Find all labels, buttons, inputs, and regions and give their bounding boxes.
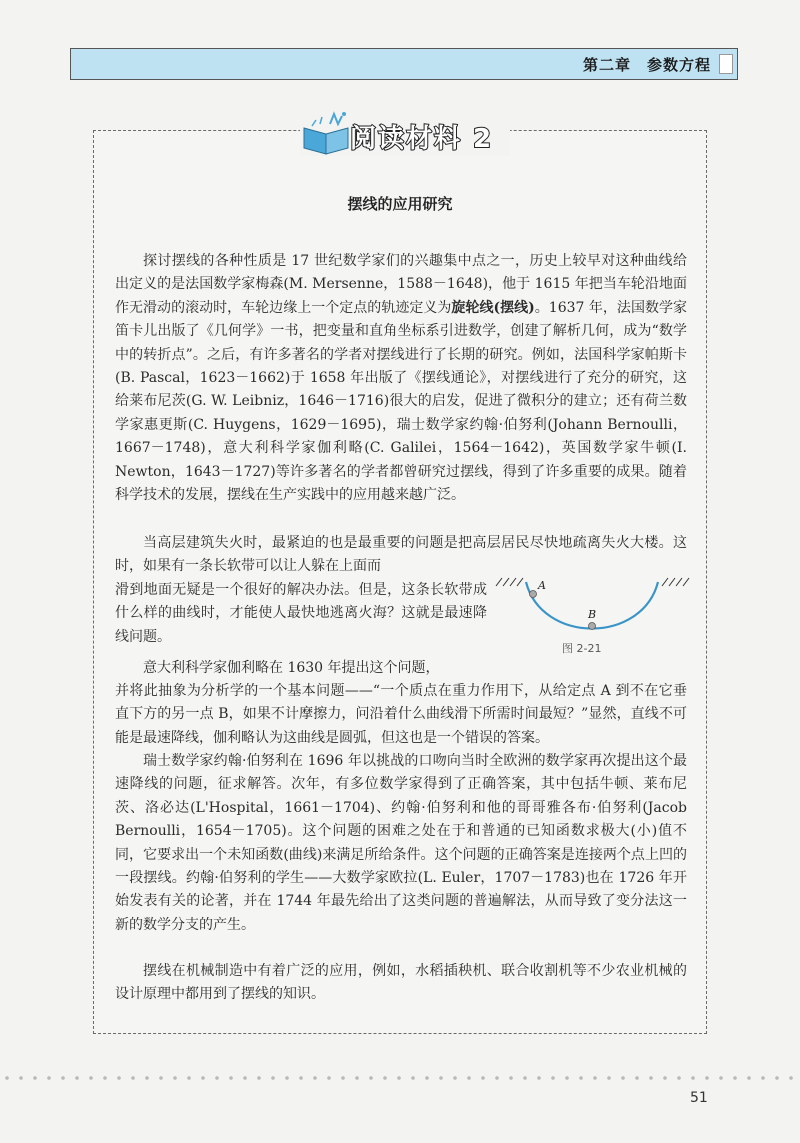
reading-material-banner [300,110,510,156]
page-number: 51 [690,1090,708,1106]
chapter-header-bar [70,48,738,80]
paragraph-1-part-a: 探讨摆线的各种性质是 17 世纪数学家们的兴趣集中点之一，历史上较早对这种曲线给出定义的是法国数学家梅森(M. Mersenne，1588－1648)，他于 1615 年把当车轮沿地面作无滑动的滚动时，车轮边缘上一个定点的轨迹定义为 [115,253,687,316]
article-title: 摆线的应用研究 [347,195,453,213]
paragraph-1-part-b: 。1637 年，法国数学家笛卡儿出版了《几何学》一书，把变量和直角坐标系引进数学，创建了解析几何，成为“数学中的转折点”。之后，有许多著名的学者对摆线进行了长期的研究。例如，法国科学家帕斯卡(B. Pascal，1623－1662)于 1658 年出版了《摆线通论》，对摆线进行了充分的研究，这给莱布尼茨(G. W. Leibniz，1646－1716)很大的启发，促进了微积分的建立；还有荷兰数学家惠更斯(C. Huygens，1629－1695)，瑞士数学家约翰·伯努利(Johann Bernoulli，1667－1748)，意大利科学家伽利略(C. Galilei，1564－1642)，英国数学家牛顿(I. Newton，1643－1727)等许多著名的学者都曾研究过摆线，得到了许多重要的成果。随着科学技术的发展，摆线在生产实践中的应用越来越广泛。 [115,299,687,504]
paragraph-4: 并将此抽象为分析学的一个基本问题——“一个质点在重力作用下，从给定点 A 到不在它垂直下方的另一点 B，如果不计摩擦力，问沿着什么曲线滑下所需时间最短？”显然，直线不可能是最速降线，伽利略认为这曲线是圆弧，但这也是一个错误的答案。 [115,683,687,746]
paragraph-5: 瑞士数学家约翰·伯努利在 1696 年以挑战的口吻向当时全欧洲的数学家再次提出这个最速降线的问题，征求解答。次年，有多位数学家得到了正确答案，其中包括牛顿、莱布尼茨、洛必达(L'Hospital，1661－1704)、约翰·伯努利和他的哥哥雅各布·伯努利(Jacob Bernoulli，1654－1705)。这个问题的困难之处在于和普通的已知函数求极大(小)值不同，它要求出一个未知函数(曲线)来满足所给条件。这个问题的正确答案是连接两个点上凹的一段摆线。约翰·伯努利的学生——大数学家欧拉(L. Euler，1707－1783)也在 1726 年开始发表有关的论著，并在 1744 年最先给出了这类问题的普遍解法，从而导致了变分法这一新的数学分支的产生。 [115,753,687,933]
open-book-icon [300,110,356,156]
paragraph-6: 摆线在机械制造中有着广泛的应用，例如，水稻插秧机、联合收割机等不少农业机械的设计原理中都用到了摆线的知识。 [115,963,687,1003]
paragraph-2-wrap: 滑到地面无疑是一个很好的解决办法。但是，这条长软带成什么样的曲线时，才能使人最快地逃离火海？这就是最速降线问题。 [115,582,487,645]
point-b-label: B [588,608,597,621]
paragraph-2-top: 当高层建筑失火时，最紧迫的也是最重要的问题是把高层居民尽快地疏离失火大楼。这时，如果有一条长软带可以让人躲在上面而 [115,535,687,575]
paragraph-1-bold-term: 旋轮线(摆线) [451,299,535,316]
reading-material-title: 阅读材料 2 [350,124,494,154]
chapter-title: 第二章 参数方程 [582,56,711,74]
header-corner-tab [719,54,733,74]
paragraph-3: 意大利科学家伽利略在 1630 年提出这个问题， [143,660,440,676]
brachistochrone-figure [492,572,692,668]
footer-dotted-divider [0,1075,800,1081]
paragraph-1 [115,250,687,507]
point-a-label: A [538,579,546,592]
figure-caption: 图 2-21 [562,642,602,655]
cycloid-curve-diagram [492,572,692,642]
